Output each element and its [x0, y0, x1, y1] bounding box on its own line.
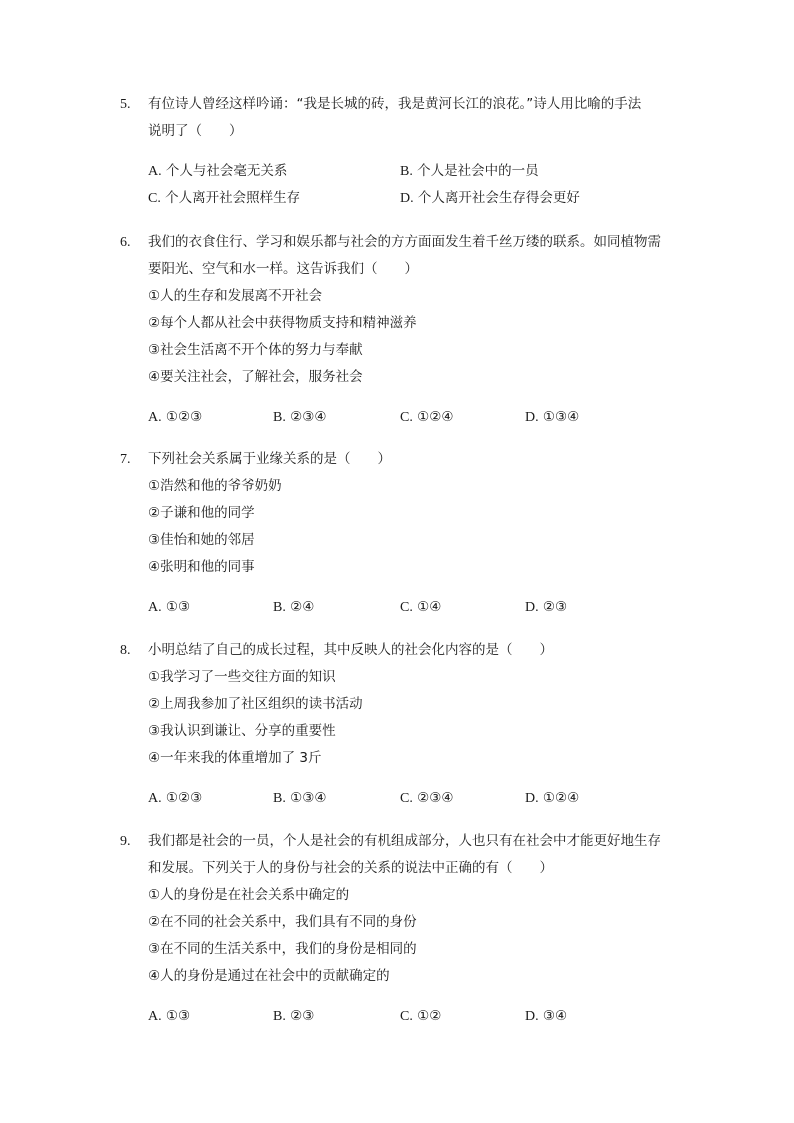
statement: ④张明和他的同事: [148, 559, 255, 575]
question-8: [120, 637, 680, 812]
option-a[interactable]: A. 个人与社会毫无关系: [148, 163, 288, 179]
statement: ③在不同的生活关系中，我们的身份是相同的: [148, 941, 417, 957]
question-stem-line: 有位诗人曾经这样吟诵：“我是长城的砖，我是黄河长江的浪花。”诗人用比喻的手法: [148, 96, 642, 112]
statement: ①浩然和他的爷爷奶奶: [148, 478, 282, 494]
question-number: 7.: [120, 452, 131, 467]
question-5: [120, 91, 680, 212]
option-row: [148, 185, 680, 212]
option-d[interactable]: D. ③④: [525, 1008, 568, 1024]
statement: ③社会生活离不开个体的努力与奉献: [148, 342, 363, 358]
option-b[interactable]: B. ②③: [273, 1008, 315, 1024]
option-a[interactable]: A. ①②③: [148, 409, 203, 425]
question-number: 9.: [120, 834, 131, 849]
option-b[interactable]: B. 个人是社会中的一员: [400, 163, 539, 179]
question-7: [120, 446, 680, 621]
question-number: 5.: [120, 97, 131, 112]
statement: ①人的身份是在社会关系中确定的: [148, 887, 350, 903]
statement: ④一年来我的体重增加了 3斤: [148, 750, 322, 766]
option-row: [148, 785, 680, 812]
option-c[interactable]: C. ②③④: [400, 790, 454, 806]
statement: ③我认识到谦让、分享的重要性: [148, 723, 336, 739]
option-c[interactable]: C. ①②④: [400, 409, 454, 425]
statement: ④要关注社会，了解社会，服务社会: [148, 369, 363, 385]
option-d[interactable]: D. ①②④: [525, 790, 580, 806]
option-row: [148, 404, 680, 431]
question-stem-line: 我们都是社会的一员，个人是社会的有机组成部分，人也只有在社会中才能更好地生存: [148, 833, 661, 849]
option-row: [148, 158, 680, 185]
question-9: [120, 828, 680, 1030]
question-stem-line: 要阳光、空气和水一样。这告诉我们（ ）: [148, 261, 418, 277]
question-stem-line: 说明了（ ）: [148, 123, 243, 139]
statement: ③佳怡和她的邻居: [148, 532, 255, 548]
question-stem-line: 和发展。下列关于人的身份与社会的关系的说法中正确的有（ ）: [148, 860, 553, 876]
statement: ②子谦和他的同学: [148, 505, 255, 521]
option-c[interactable]: C. ①②: [400, 1008, 442, 1024]
option-b[interactable]: B. ①③④: [273, 790, 327, 806]
option-a[interactable]: A. ①③: [148, 599, 191, 615]
question-6: [120, 229, 680, 431]
question-stem-line: 下列社会关系属于业缘关系的是（ ）: [148, 451, 391, 467]
statement: ②上周我参加了社区组织的读书活动: [148, 696, 363, 712]
option-c[interactable]: C. 个人离开社会照样生存: [148, 190, 301, 206]
option-d[interactable]: D. 个人离开社会生存得会更好: [400, 190, 580, 206]
question-number: 6.: [120, 235, 131, 250]
option-c[interactable]: C. ①④: [400, 599, 442, 615]
statement: ②每个人都从社会中获得物质支持和精神滋养: [148, 315, 417, 331]
option-a[interactable]: A. ①③: [148, 1008, 191, 1024]
option-b[interactable]: B. ②④: [273, 599, 315, 615]
option-a[interactable]: A. ①②③: [148, 790, 203, 806]
question-number: 8.: [120, 643, 131, 658]
statement: ①人的生存和发展离不开社会: [148, 288, 323, 304]
statement: ①我学习了一些交往方面的知识: [148, 669, 336, 685]
option-d[interactable]: D. ①③④: [525, 409, 580, 425]
option-d[interactable]: D. ②③: [525, 599, 568, 615]
option-row: [148, 1003, 680, 1030]
question-stem-line: 我们的衣食住行、学习和娱乐都与社会的方方面面发生着千丝万缕的联系。如同植物需: [148, 234, 661, 250]
option-b[interactable]: B. ②③④: [273, 409, 327, 425]
option-row: [148, 594, 680, 621]
question-stem-line: 小明总结了自己的成长过程，其中反映人的社会化内容的是（ ）: [148, 642, 553, 658]
statement: ④人的身份是通过在社会中的贡献确定的: [148, 968, 390, 984]
statement: ②在不同的社会关系中，我们具有不同的身份: [148, 914, 417, 930]
